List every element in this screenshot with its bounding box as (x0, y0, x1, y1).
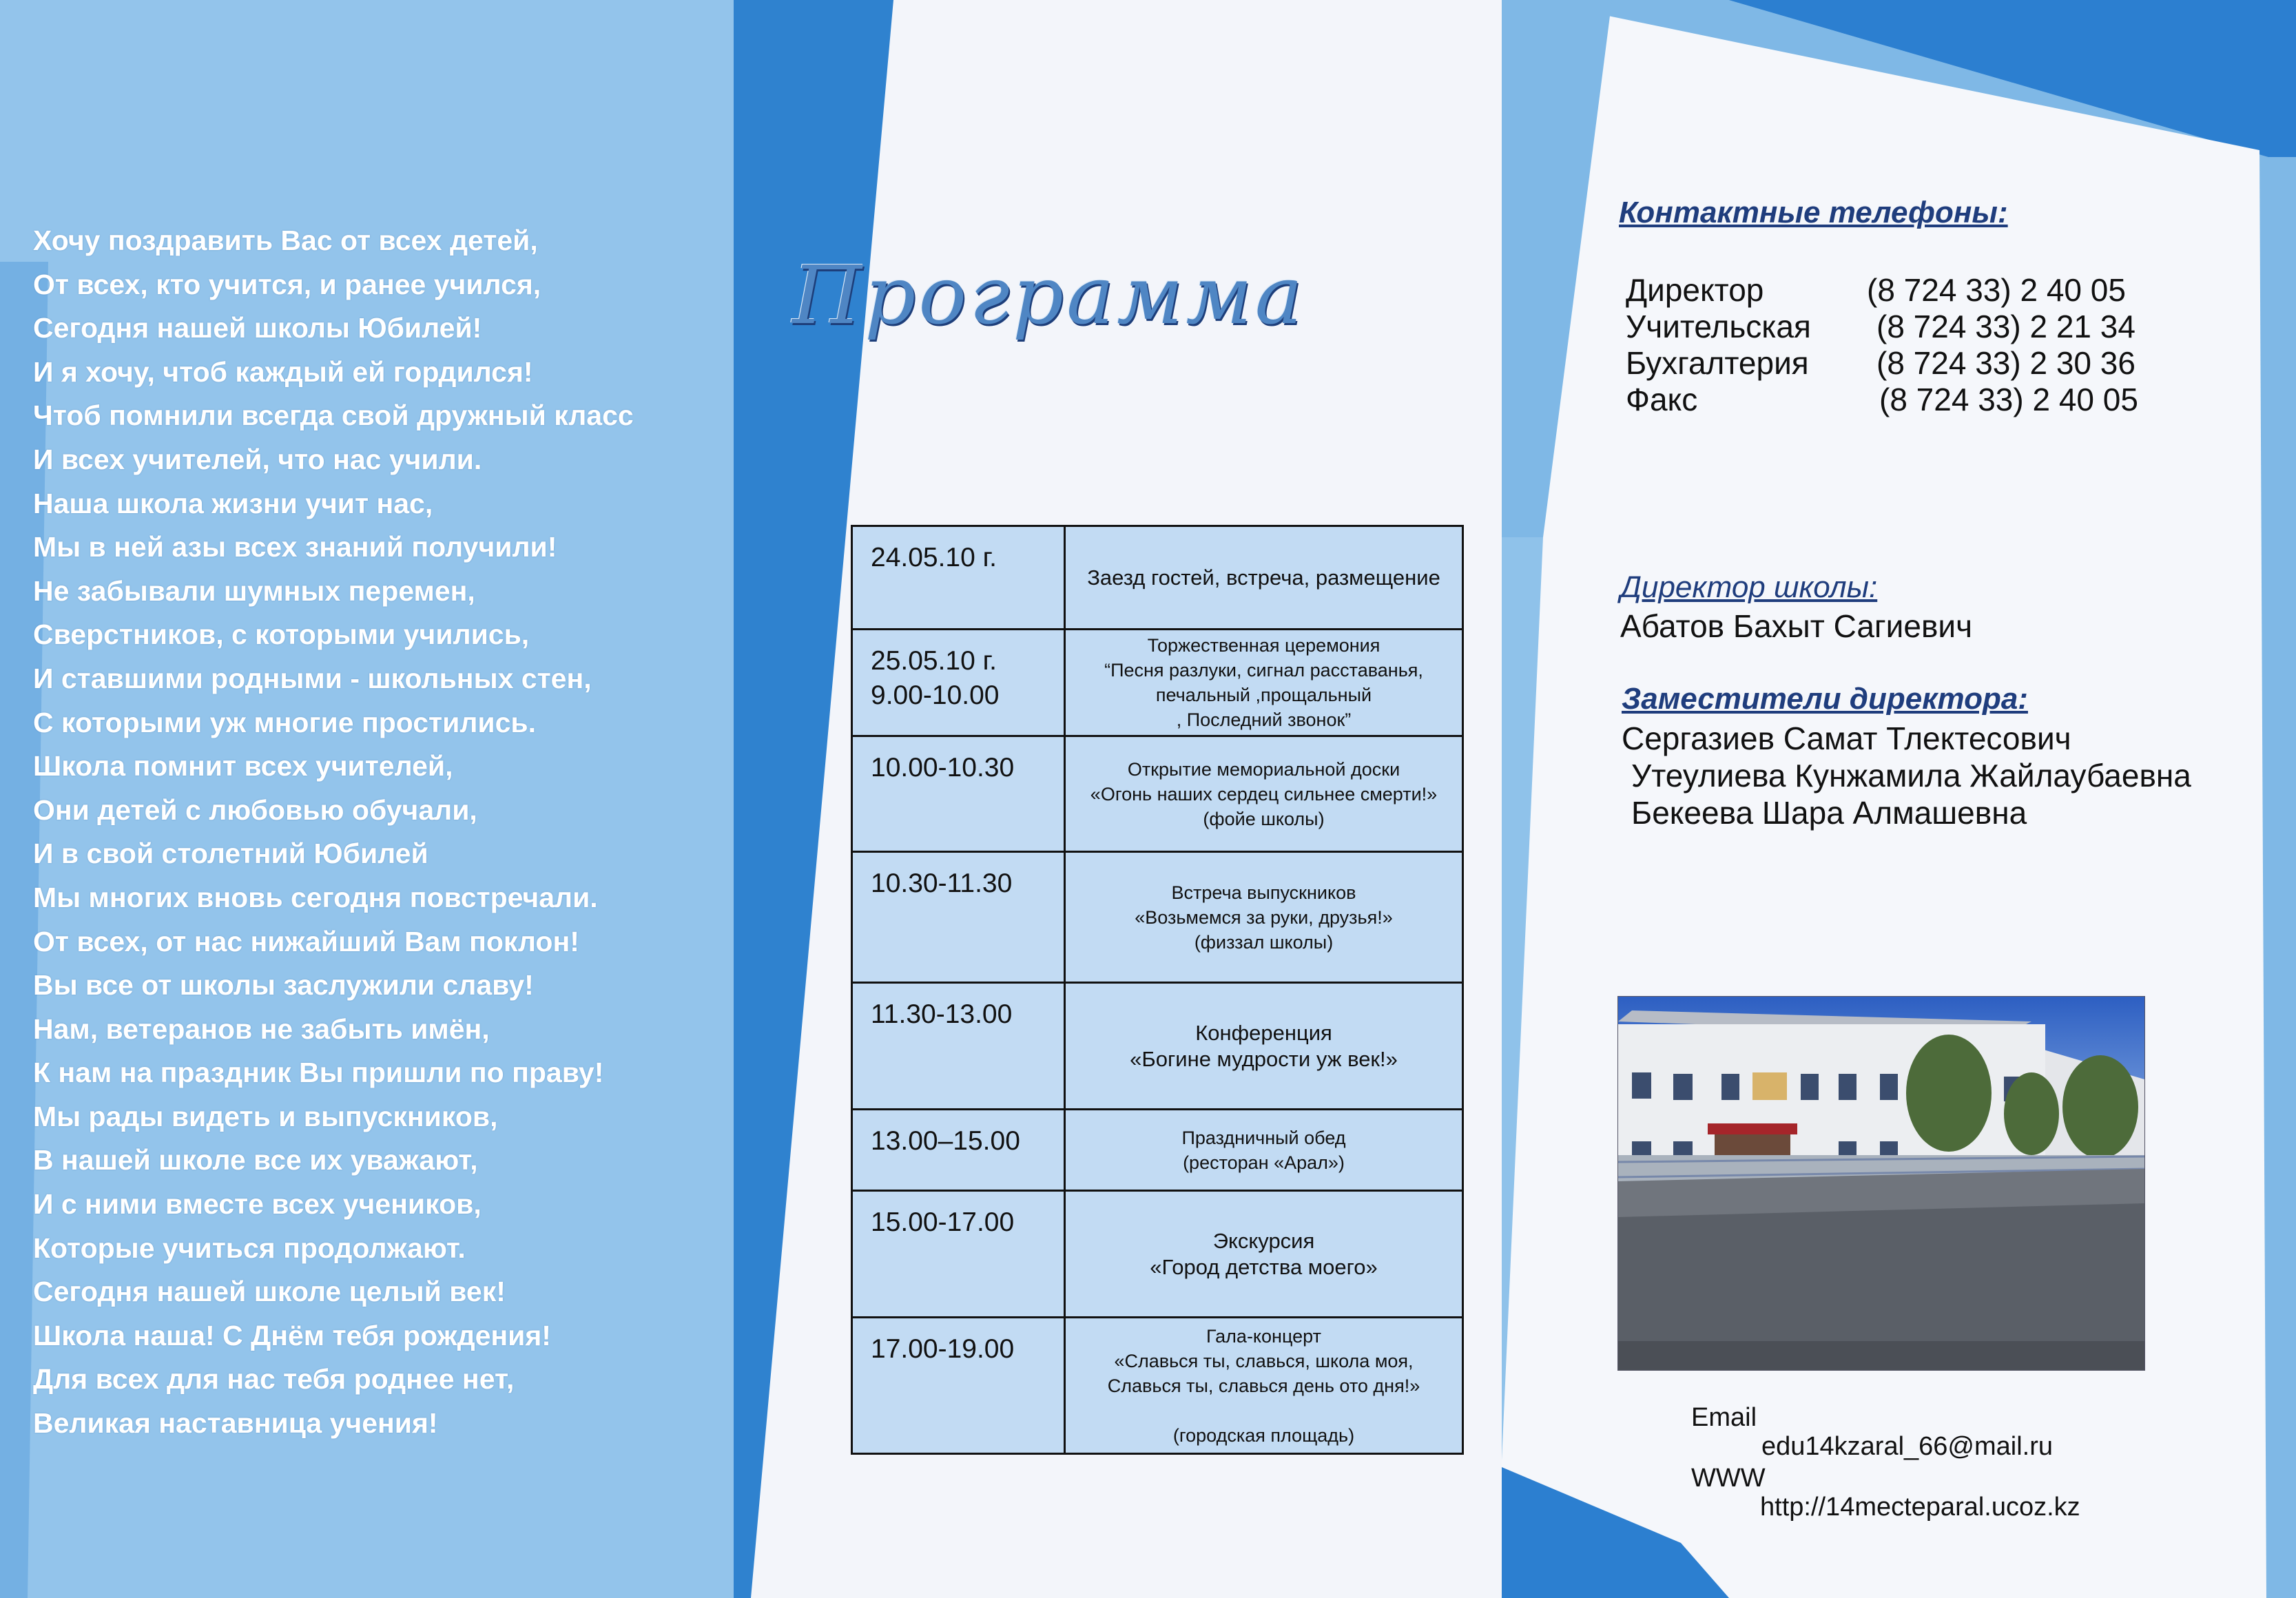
director-heading: Директор школы: (1620, 570, 1878, 604)
schedule-event (1065, 852, 1463, 983)
schedule-row (852, 630, 1463, 736)
schedule-event-line: «Богине мудрости уж век!» (1130, 1046, 1398, 1071)
poem-line: Чтоб помнили всегда свой дружный класс (33, 400, 634, 432)
director-name: Абатов Бахыт Сагиевич (1620, 608, 1973, 644)
schedule-row (852, 983, 1463, 1110)
schedule-row (852, 1191, 1463, 1318)
phone-number: (8 724 33) 2 30 36 (1876, 345, 2135, 381)
poem-line: К нам на праздник Вы пришли по праву! (33, 1057, 604, 1089)
poem-line: Сегодня нашей школе целый век! (33, 1276, 506, 1308)
contacts-heading: Контактные телефоны: (1619, 196, 2008, 229)
schedule-event (1065, 1191, 1463, 1318)
poem-line: И я хочу, чтоб каждый ей гордился! (33, 355, 533, 388)
schedule-event-line: Праздничный обед (1181, 1127, 1346, 1148)
poem-line: С которыми уж многие простились. (33, 706, 536, 738)
poem-line: Вы все от школы заслужили славу! (33, 969, 534, 1002)
phone-label: Директор (1626, 272, 1764, 308)
schedule-time-line: 13.00–15.00 (871, 1126, 1020, 1156)
poem-line: Не забывали шумных перемен, (33, 574, 475, 607)
poem-line: Школа помнит всех учителей, (33, 750, 453, 782)
phone-row-fax (1626, 381, 2138, 418)
program-title: Программа (792, 249, 1305, 342)
schedule-event-line: Конференция (1195, 1020, 1332, 1045)
schedule-event-line: Экскурсия (1212, 1228, 1315, 1253)
deputy-name: Бекеева Шара Алмашевна (1631, 795, 2027, 831)
schedule-row (852, 852, 1463, 983)
schedule-event (1065, 736, 1463, 852)
schedule-event-line: Славься ты, славься день ото дня!» (1107, 1375, 1420, 1396)
poem-text (33, 219, 736, 1446)
phone-number: (8 724 33) 2 40 05 (1867, 272, 2126, 308)
schedule-event (1065, 630, 1463, 736)
schedule-time-line: 11.30-13.00 (871, 999, 1013, 1029)
schedule-event-line: «Город детства моего» (1150, 1254, 1378, 1279)
schedule-time (852, 983, 1065, 1110)
poem-line: Великая наставница учения! (33, 1407, 438, 1440)
schedule-time-line: 10.30-11.30 (871, 869, 1013, 898)
phone-number: (8 724 33) 2 40 05 (1879, 382, 2138, 417)
schedule-time (852, 1110, 1065, 1191)
schedule-event-line: (городская площадь) (1172, 1424, 1355, 1446)
poem-line: И с ними вместе всех учеников, (33, 1188, 482, 1221)
poem-line: Сегодня нашей школы Юбилей! (33, 312, 482, 344)
poem-line: И в свой столетний Юбилей (33, 838, 428, 870)
school-photo (1617, 996, 2145, 1371)
schedule-time-line: 15.00-17.00 (871, 1207, 1015, 1237)
school-building-illustration (1618, 997, 2144, 1370)
schedule-time (852, 630, 1065, 736)
schedule-event-line: “Песня разлуки, сигнал расставанья, (1104, 660, 1423, 681)
poem-line: От всех, от нас нижайший Вам поклон! (33, 925, 579, 957)
schedule-event-line: Открытие мемориальной доски (1127, 758, 1400, 780)
schedule-time (852, 1318, 1065, 1454)
poem-line: В нашей школе все их уважают, (33, 1144, 478, 1176)
schedule-event-line: печальный ,прощальный (1155, 685, 1372, 705)
schedule-event-line: «Славься ты, славься, школа моя, (1114, 1350, 1414, 1371)
schedule-event (1065, 526, 1463, 630)
schedule-event (1065, 1110, 1463, 1191)
deputy-name: Сергазиев Самат Тлектесович (1622, 720, 2071, 756)
schedule-event-line: Заезд гостей, встреча, размещение (1087, 565, 1440, 590)
schedule-time (852, 852, 1065, 983)
schedule-event-line: «Огонь наших сердец сильнее смерти!» (1090, 783, 1438, 805)
schedule-row (852, 1318, 1463, 1454)
phone-row-teachers (1626, 308, 2135, 345)
deputy-name: Утеулиева Кунжамила Жайлаубаевна (1631, 758, 2191, 793)
schedule-time-line: 25.05.10 г. (871, 646, 997, 676)
schedule-event-line: Гала-концерт (1206, 1325, 1321, 1347)
schedule-row (852, 736, 1463, 852)
phone-label: Бухгалтерия (1626, 345, 1809, 381)
schedule-event-line: Торжественная церемония (1147, 635, 1380, 656)
poem-line: И всех учителей, что нас учили. (33, 443, 482, 475)
www-label: WWW (1691, 1464, 1766, 1493)
schedule-event-line: Встреча выпускников (1171, 882, 1356, 903)
schedule-event-line (1071, 1398, 1456, 1423)
phone-row-director (1626, 271, 2126, 309)
poem-line: Сверстников, с которыми учились, (33, 619, 530, 651)
poem-line: Хочу поздравить Вас от всех детей, (33, 225, 538, 256)
poem-line: От всех, кто учится, и ранее учился, (33, 268, 541, 300)
deputies-heading: Заместители директора: (1622, 682, 2028, 716)
poem-line: Для всех для нас тебя роднее нет, (33, 1363, 515, 1395)
schedule-event-line: , Последний звонок” (1176, 709, 1352, 730)
poem-line: И ставшими родными - школьных стен, (33, 662, 592, 694)
schedule-event-line: «Возьмемся за руки, друзья!» (1135, 906, 1393, 928)
schedule-table (851, 525, 1464, 1455)
schedule-time (852, 1191, 1065, 1318)
poem-line: Которые учиться продолжают. (33, 1232, 466, 1264)
schedule-event-line: (ресторан «Арал») (1183, 1152, 1345, 1173)
schedule-time-line: 24.05.10 г. (871, 543, 997, 572)
poem-line: Школа наша! С Днём тебя рождения! (33, 1319, 551, 1351)
poem-line: Они детей с любовью обучали, (33, 793, 477, 826)
schedule-time (852, 526, 1065, 630)
schedule-row (852, 526, 1463, 630)
poem-line: Наша школа жизни учит нас, (33, 487, 433, 519)
phone-label: Учительская (1626, 309, 1811, 344)
email-link[interactable]: edu14kzaral_66@mail.ru (1761, 1432, 2054, 1461)
poem-line: Мы рады видеть и выпускников, (33, 1100, 498, 1132)
schedule-time (852, 736, 1065, 852)
phone-label: Факс (1626, 382, 1698, 417)
phone-row-accounting (1626, 344, 2135, 382)
poem-line: Мы многих вновь сегодня повстречали. (33, 881, 598, 913)
website-link[interactable]: http://14mecteparal.ucoz.kz (1760, 1493, 2080, 1522)
schedule-event-line: (фойе школы) (1203, 808, 1325, 829)
schedule-event (1065, 1318, 1463, 1454)
poem-line: Мы в ней азы всех знаний получили! (33, 531, 557, 563)
email-label: Email (1691, 1403, 1757, 1432)
schedule-event (1065, 983, 1463, 1110)
schedule-time-line: 17.00-19.00 (871, 1334, 1015, 1364)
schedule-event-line: (физзал школы) (1194, 931, 1334, 953)
schedule-row (852, 1110, 1463, 1191)
phone-number: (8 724 33) 2 21 34 (1876, 309, 2135, 344)
schedule-time-line: 10.00-10.30 (871, 753, 1015, 782)
schedule-time-line: 9.00-10.00 (871, 681, 1000, 710)
poem-line: Нам, ветеранов не забыть имён, (33, 1013, 490, 1045)
